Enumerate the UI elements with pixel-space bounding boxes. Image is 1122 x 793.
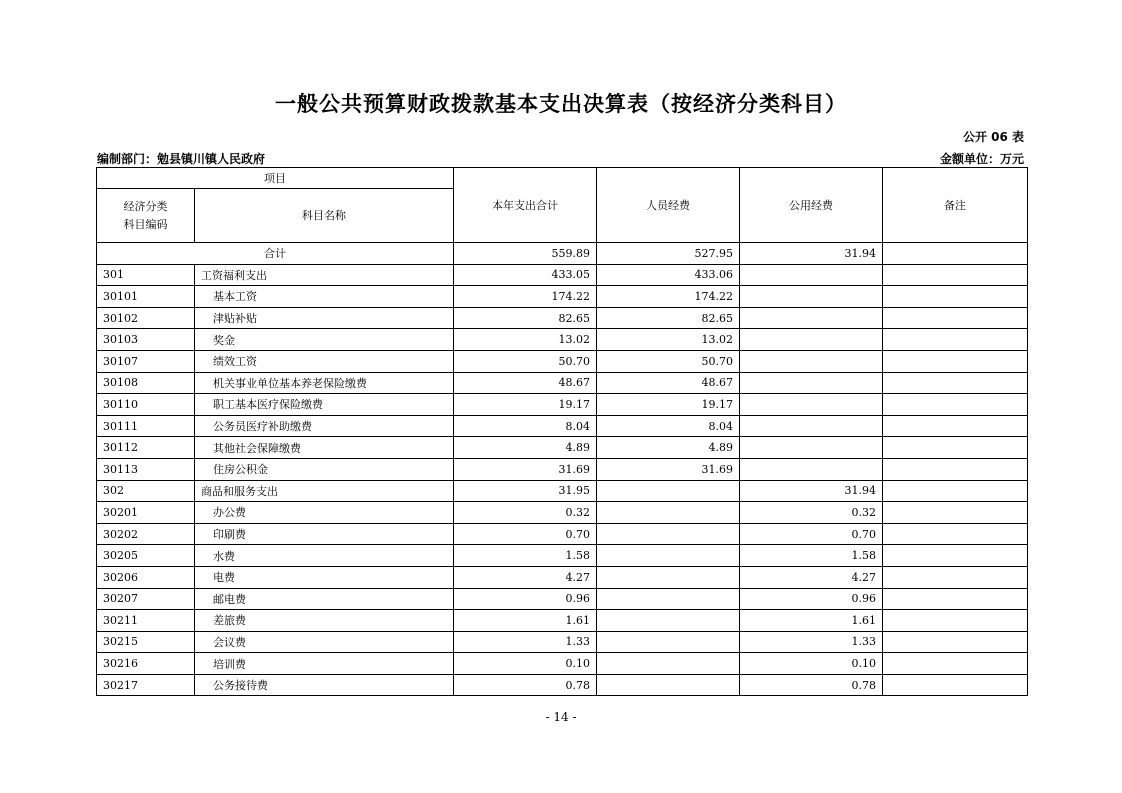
- row-name: 会议费: [195, 631, 454, 653]
- row-code: 30108: [97, 372, 195, 394]
- row-code: 30107: [97, 350, 195, 372]
- row-total: 433.05: [454, 264, 597, 286]
- row-total: 0.78: [454, 674, 597, 696]
- row-code: 30205: [97, 545, 195, 567]
- summary-remark: [883, 243, 1028, 265]
- row-public: 0.32: [740, 502, 883, 524]
- row-name: 其他社会保障缴费: [195, 437, 454, 459]
- row-personnel: [597, 502, 740, 524]
- row-code: 30102: [97, 307, 195, 329]
- row-name: 印刷费: [195, 523, 454, 545]
- row-total: 19.17: [454, 394, 597, 416]
- header-code-line2: 科目编码: [123, 217, 168, 231]
- row-name: 基本工资: [195, 286, 454, 308]
- row-total: 1.33: [454, 631, 597, 653]
- header-total: 本年支出合计: [454, 168, 597, 243]
- row-public: [740, 437, 883, 459]
- table-row: [97, 480, 1028, 502]
- row-personnel: 50.70: [597, 350, 740, 372]
- row-personnel: 4.89: [597, 437, 740, 459]
- table-row: [97, 372, 1028, 394]
- row-personnel: [597, 610, 740, 632]
- row-public: [740, 307, 883, 329]
- row-personnel: 13.02: [597, 329, 740, 351]
- row-public: [740, 394, 883, 416]
- table-row: [97, 588, 1028, 610]
- row-total: 0.32: [454, 502, 597, 524]
- row-code: 30207: [97, 588, 195, 610]
- summary-personnel: 527.95: [597, 243, 740, 265]
- row-name: 机关事业单位基本养老保险缴费: [195, 372, 454, 394]
- row-name: 绩效工资: [195, 350, 454, 372]
- row-remark: [883, 286, 1028, 308]
- row-name: 水费: [195, 545, 454, 567]
- row-public: 0.10: [740, 653, 883, 675]
- row-personnel: 8.04: [597, 415, 740, 437]
- row-personnel: [597, 653, 740, 675]
- table-row: [97, 610, 1028, 632]
- row-remark: [883, 264, 1028, 286]
- table-code: 公开 06 表: [962, 130, 1024, 144]
- row-name: 邮电费: [195, 588, 454, 610]
- row-code: 30206: [97, 566, 195, 588]
- row-remark: [883, 523, 1028, 545]
- page-number: - 14 -: [545, 710, 577, 724]
- table-row: [97, 502, 1028, 524]
- row-public: 0.70: [740, 523, 883, 545]
- row-total: 0.10: [454, 653, 597, 675]
- row-remark: [883, 566, 1028, 588]
- table-row: [97, 394, 1028, 416]
- row-remark: [883, 610, 1028, 632]
- row-name: 商品和服务支出: [195, 480, 454, 502]
- row-name: 培训费: [195, 653, 454, 675]
- row-name: 公务员医疗补助缴费: [195, 415, 454, 437]
- row-name: 奖金: [195, 329, 454, 351]
- budget-table: [96, 167, 1028, 696]
- row-personnel: [597, 480, 740, 502]
- table-row: [97, 653, 1028, 675]
- row-total: 50.70: [454, 350, 597, 372]
- table-row: [97, 437, 1028, 459]
- row-remark: [883, 631, 1028, 653]
- row-remark: [883, 394, 1028, 416]
- row-total: 1.58: [454, 545, 597, 567]
- row-personnel: 48.67: [597, 372, 740, 394]
- row-remark: [883, 437, 1028, 459]
- row-remark: [883, 545, 1028, 567]
- header-public: 公用经费: [740, 168, 883, 243]
- header-item: 项目: [97, 168, 454, 189]
- row-personnel: [597, 523, 740, 545]
- row-remark: [883, 653, 1028, 675]
- row-name: 差旅费: [195, 610, 454, 632]
- row-name: 办公费: [195, 502, 454, 524]
- summary-row: [97, 243, 1028, 265]
- row-public: 1.61: [740, 610, 883, 632]
- row-personnel: [597, 566, 740, 588]
- table-row: [97, 307, 1028, 329]
- row-name: 职工基本医疗保险缴费: [195, 394, 454, 416]
- row-total: 31.95: [454, 480, 597, 502]
- row-public: [740, 286, 883, 308]
- row-total: 0.70: [454, 523, 597, 545]
- table-row: [97, 415, 1028, 437]
- row-remark: [883, 350, 1028, 372]
- row-personnel: [597, 545, 740, 567]
- row-personnel: 174.22: [597, 286, 740, 308]
- page-title: 一般公共预算财政拨款基本支出决算表（按经济分类科目）: [275, 92, 847, 116]
- row-total: 174.22: [454, 286, 597, 308]
- table-row: [97, 545, 1028, 567]
- row-public: 1.33: [740, 631, 883, 653]
- table-row: [97, 458, 1028, 480]
- table-row: [97, 631, 1028, 653]
- table-row: [97, 329, 1028, 351]
- row-code: 30113: [97, 458, 195, 480]
- table-row: [97, 674, 1028, 696]
- row-personnel: [597, 588, 740, 610]
- row-name: 住房公积金: [195, 458, 454, 480]
- row-public: [740, 458, 883, 480]
- row-remark: [883, 307, 1028, 329]
- row-total: 31.69: [454, 458, 597, 480]
- row-code: 30103: [97, 329, 195, 351]
- table-row: [97, 566, 1028, 588]
- row-total: 4.89: [454, 437, 597, 459]
- row-public: 1.58: [740, 545, 883, 567]
- row-remark: [883, 329, 1028, 351]
- row-public: 0.96: [740, 588, 883, 610]
- row-personnel: 31.69: [597, 458, 740, 480]
- row-remark: [883, 480, 1028, 502]
- header-code: [97, 189, 195, 243]
- header-personnel: 人员经费: [597, 168, 740, 243]
- row-name: 津贴补贴: [195, 307, 454, 329]
- table-row: [97, 350, 1028, 372]
- row-code: 30201: [97, 502, 195, 524]
- row-public: 4.27: [740, 566, 883, 588]
- row-total: 0.96: [454, 588, 597, 610]
- summary-total: 559.89: [454, 243, 597, 265]
- row-code: 30202: [97, 523, 195, 545]
- row-remark: [883, 372, 1028, 394]
- row-personnel: 433.06: [597, 264, 740, 286]
- row-remark: [883, 588, 1028, 610]
- row-remark: [883, 415, 1028, 437]
- row-remark: [883, 674, 1028, 696]
- row-name: 电费: [195, 566, 454, 588]
- row-personnel: [597, 631, 740, 653]
- department-label: 编制部门：勉县镇川镇人民政府: [97, 152, 266, 166]
- row-total: 48.67: [454, 372, 597, 394]
- row-total: 8.04: [454, 415, 597, 437]
- row-remark: [883, 458, 1028, 480]
- summary-label: 合计: [97, 243, 454, 265]
- row-public: [740, 372, 883, 394]
- row-code: 30215: [97, 631, 195, 653]
- table-row: [97, 264, 1028, 286]
- header-remark: 备注: [883, 168, 1028, 243]
- row-personnel: 82.65: [597, 307, 740, 329]
- row-public: [740, 350, 883, 372]
- row-total: 82.65: [454, 307, 597, 329]
- table-row: [97, 523, 1028, 545]
- row-personnel: 19.17: [597, 394, 740, 416]
- row-code: 30216: [97, 653, 195, 675]
- row-public: [740, 415, 883, 437]
- row-code: 30211: [97, 610, 195, 632]
- table-row: [97, 286, 1028, 308]
- row-public: [740, 264, 883, 286]
- row-code: 302: [97, 480, 195, 502]
- row-personnel: [597, 674, 740, 696]
- row-code: 30112: [97, 437, 195, 459]
- row-code: 301: [97, 264, 195, 286]
- header-code-line1: 经济分类: [123, 199, 168, 213]
- row-public: 31.94: [740, 480, 883, 502]
- row-name: 工资福利支出: [195, 264, 454, 286]
- row-remark: [883, 502, 1028, 524]
- header-name: 科目名称: [195, 189, 454, 243]
- row-code: 30110: [97, 394, 195, 416]
- unit-label: 金额单位：万元: [939, 152, 1024, 166]
- row-public: [740, 329, 883, 351]
- row-total: 4.27: [454, 566, 597, 588]
- row-public: 0.78: [740, 674, 883, 696]
- row-name: 公务接待费: [195, 674, 454, 696]
- row-total: 1.61: [454, 610, 597, 632]
- summary-public: 31.94: [740, 243, 883, 265]
- row-code: 30101: [97, 286, 195, 308]
- row-total: 13.02: [454, 329, 597, 351]
- row-code: 30111: [97, 415, 195, 437]
- row-code: 30217: [97, 674, 195, 696]
